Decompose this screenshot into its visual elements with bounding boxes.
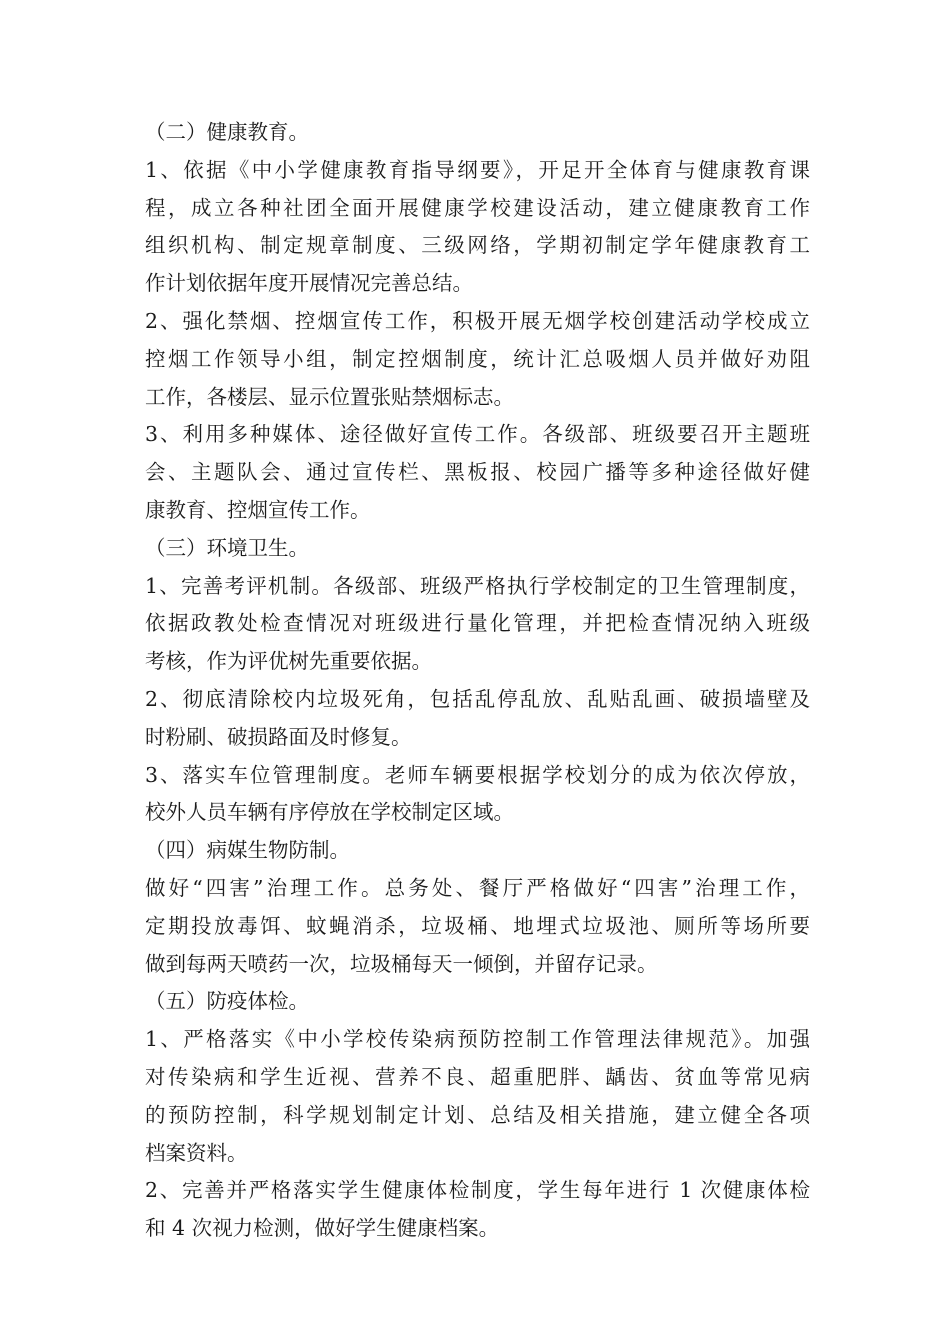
text-line: 康教育、控烟宣传工作。 bbox=[145, 497, 371, 522]
text-line: 3、利用多种媒体、途径做好宣传工作。各级部、班级要召开主题班 bbox=[145, 422, 810, 447]
text-line: 时粉刷、破损路面及时修复。 bbox=[145, 724, 412, 749]
text-line: 程，成立各种社团全面开展健康学校建设活动，建立健康教育工作 bbox=[145, 195, 810, 220]
text-line: 档案资料。 bbox=[145, 1140, 248, 1165]
text-line: 1、依据《中小学健康教育指导纲要》，开足开全体育与健康教育课 bbox=[145, 157, 810, 182]
text-line: （三）环境卫生。 bbox=[145, 535, 309, 560]
text-line: 考核，作为评优树先重要依据。 bbox=[145, 649, 432, 674]
text-line: （五）防疫体检。 bbox=[145, 989, 309, 1014]
text-line: 的预防控制，科学规划制定计划、总结及相关措施，建立健全各项 bbox=[145, 1102, 810, 1127]
text-line: （四）病媒生物防制。 bbox=[145, 838, 350, 863]
text-line: 控烟工作领导小组，制定控烟制度，统计汇总吸烟人员并做好劝阻 bbox=[145, 346, 810, 371]
text-line: 2、强化禁烟、控烟宣传工作，积极开展无烟学校创建活动学校成立 bbox=[145, 308, 810, 333]
text-line: 校外人员车辆有序停放在学校制定区域。 bbox=[145, 800, 514, 825]
text-line: 依据政教处检查情况对班级进行量化管理，并把检查情况纳入班级 bbox=[145, 611, 810, 636]
text-line: 作计划依据年度开展情况完善总结。 bbox=[145, 271, 473, 296]
text-line: 工作，各楼层、显示位置张贴禁烟标志。 bbox=[145, 384, 514, 409]
text-line: （二）健康教育。 bbox=[145, 120, 309, 144]
document-body bbox=[145, 114, 810, 1248]
text-line: 2、完善并严格落实学生健康体检制度，学生每年进行 1 次健康体检 bbox=[145, 1178, 810, 1203]
text-line: 1、严格落实《中小学校传染病预防控制工作管理法律规范》。加强 bbox=[145, 1027, 810, 1052]
text-line: 1、完善考评机制。各级部、班级严格执行学校制定的卫生管理制度， bbox=[145, 573, 810, 598]
text-line: 对传染病和学生近视、营养不良、超重肥胖、龋齿、贫血等常见病 bbox=[145, 1064, 810, 1089]
text-line: 做到每两天喷药一次，垃圾桶每天一倾倒，并留存记录。 bbox=[145, 951, 658, 976]
text-line: 做好“四害”治理工作。总务处、餐厅严格做好“四害”治理工作， bbox=[145, 875, 810, 900]
text-line: 定期投放毒饵、蚊蝇消杀，垃圾桶、地埋式垃圾池、厕所等场所要 bbox=[145, 913, 810, 938]
text-line: 和 4 次视力检测，做好学生健康档案。 bbox=[145, 1216, 500, 1241]
text-line: 3、落实车位管理制度。老师车辆要根据学校划分的成为依次停放， bbox=[145, 762, 810, 787]
text-line: 2、彻底清除校内垃圾死角，包括乱停乱放、乱贴乱画、破损墙壁及 bbox=[145, 686, 810, 711]
text-line: 会、主题队会、通过宣传栏、黑板报、校园广播等多种途径做好健 bbox=[145, 460, 810, 485]
text-line: 组织机构、制定规章制度、三级网络，学期初制定学年健康教育工 bbox=[145, 233, 810, 258]
